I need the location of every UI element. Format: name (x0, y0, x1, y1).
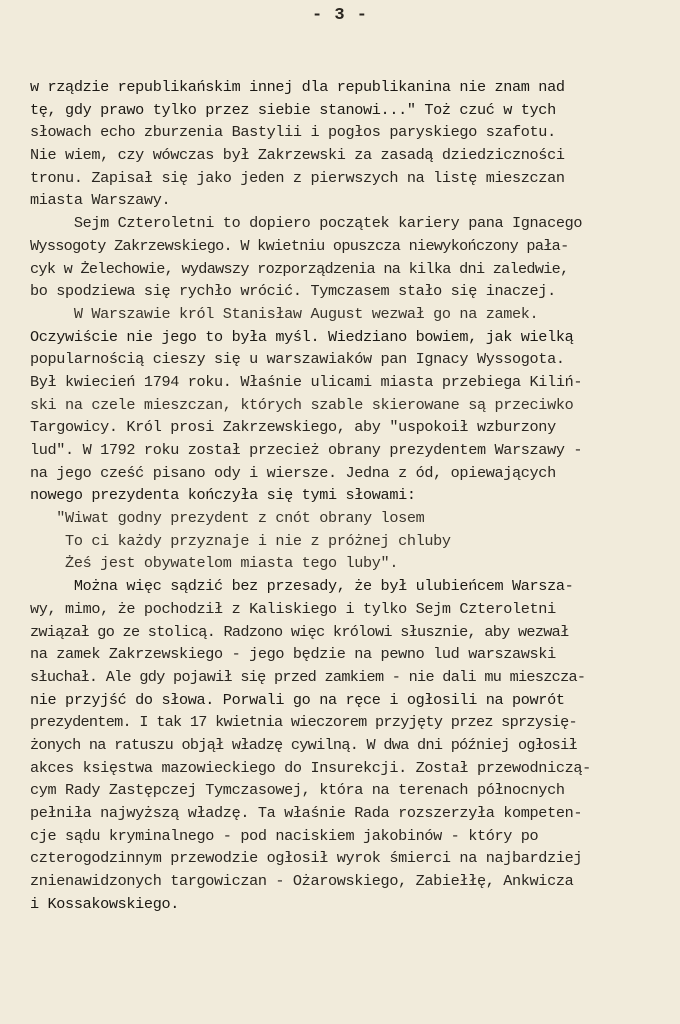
text-line: cym Rady Zastępczej Tymczasowej, która na terenach północnych (30, 781, 565, 800)
page-number: - 3 - (311, 6, 368, 25)
text-line: nie przyjść do słowa. Porwali go na ręce i ogłosili na powrót (30, 690, 565, 709)
text-line: cyk w Żelechowie, wydawszy rozporządzenia na kilka dni zaledwie, (30, 259, 569, 278)
text-line: nowego prezydenta kończyła się tymi słowami: (30, 486, 416, 505)
body-text (30, 76, 670, 915)
poem-line: "Wiwat godny prezydent z cnót obrany losem (30, 509, 425, 528)
text-line: Oczywiście nie jego to była myśl. Wiedziano bowiem, jak wielką (30, 327, 574, 346)
text-line: lud". W 1792 roku został przecież obrany prezydentem Warszawy - (30, 441, 583, 459)
text-line: Nie wiem, czy wówczas był Zakrzewski za zasadą dziedziczności (30, 146, 565, 165)
poem-line: Żeś jest obywatelom miasta tego luby". (30, 554, 399, 573)
text-line: Sejm Czteroletni to dopiero początek kariery pana Ignacego (30, 214, 583, 233)
text-line: Targowicy. Król prosi Zakrzewskiego, aby "uspokoił wzburzony (30, 418, 556, 437)
text-line: znienawidzonych targowiczan - Ożarowskiego, Zabiełłę, Ankwicza (30, 872, 574, 891)
text-line: bo spodziewa się rychło wrócić. Tymczasem stało się inaczej. (30, 282, 556, 301)
text-line: na jego cześć pisano ody i wiersze. Jedna z ód, opiewających (30, 463, 556, 482)
text-line: tę, gdy prawo tylko przez siebie stanowi..." Toż czuć w tych (30, 100, 556, 119)
text-line: W Warszawie król Stanisław August wezwał go na zamek. (30, 304, 539, 323)
text-line: wy, mimo, że pochodził z Kaliskiego i tylko Sejm Czteroletni (30, 599, 556, 618)
text-line: na zamek Zakrzewskiego - jego będzie na pewno lud warszawski (30, 645, 556, 664)
text-line: ski na czele mieszczan, których szable skierowane są przeciwko (30, 395, 574, 414)
text-line: Można więc sądzić bez przesady, że był ulubieńcem Warsza- (30, 577, 574, 596)
text-line: w rządzie republikańskim innej dla republikanina nie znam nad (30, 78, 565, 96)
poem-line: To ci każdy przyznaje i nie z próżnej chluby (30, 531, 451, 550)
text-line: Był kwiecień 1794 roku. Właśnie ulicami miasta przebiega Kiliń- (30, 372, 583, 391)
text-line: związał go ze stolicą. Radzono więc królowi słusznie, aby wezwał (30, 622, 569, 641)
text-line: słuchał. Ale gdy pojawił się przed zamkiem - nie dali mu mieszcza- (30, 667, 586, 686)
text-line: czterogodzinnym przewodzie ogłosił wyrok śmierci na najbardziej (30, 849, 583, 868)
text-line: żonych na ratuszu objął władzę cywilną. W dwa dni później ogłosił (30, 735, 577, 754)
text-line: cje sądu kryminalnego - pod naciskiem jakobinów - który po (30, 826, 539, 845)
text-line: słowach echo zburzenia Bastylii i pogłos paryskiego szafotu. (30, 123, 556, 142)
text-line: pełniła najwyższą władzę. Ta właśnie Rada rozszerzyła kompeten- (30, 804, 583, 822)
text-line: akces księstwa mazowieckiego do Insurekcji. Został przewodniczą- (30, 758, 591, 777)
text-line: prezydentem. I tak 17 kwietnia wieczorem przyjęty przez sprzysię- (30, 713, 577, 732)
text-line: popularnością cieszy się u warszawiaków pan Ignacy Wyssogota. (30, 350, 565, 369)
text-line: miasta Warszawy. (30, 191, 171, 210)
text-line: tronu. Zapisał się jako jeden z pierwszych na listę mieszczan (30, 168, 565, 187)
text-line: Wyssogoty Zakrzewskiego. W kwietniu opuszcza niewykończony pała- (30, 236, 569, 255)
text-line: i Kossakowskiego. (30, 894, 179, 913)
